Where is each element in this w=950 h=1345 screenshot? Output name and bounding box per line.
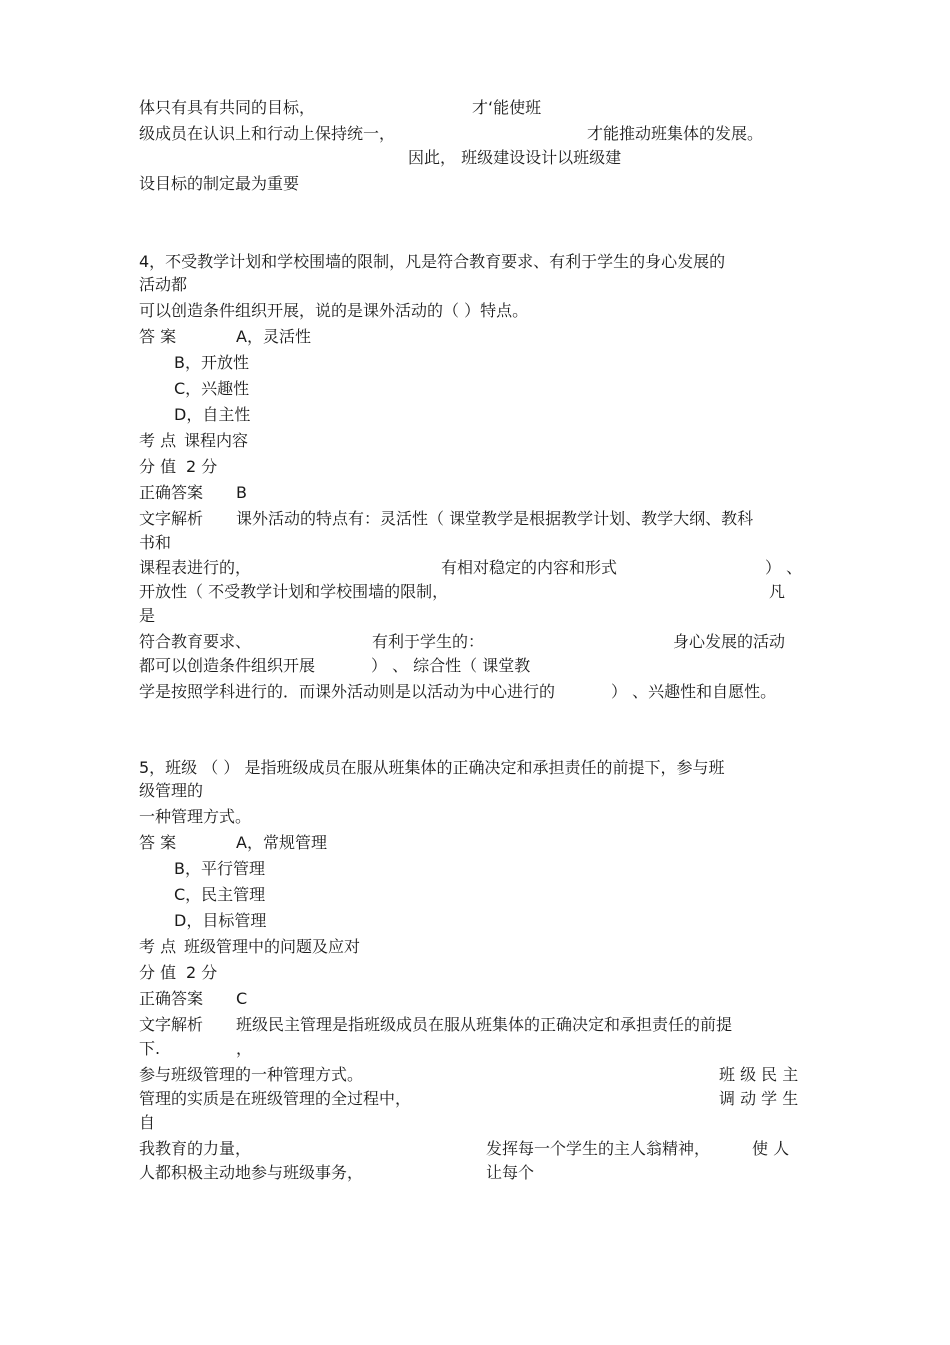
q5-explain-line-4b: 调 动 学 生	[719, 1089, 799, 1108]
q5-topic-label: 考 点	[139, 937, 177, 956]
q4-explain-line-6b: 有利于学生的：	[372, 632, 485, 651]
q5-stem-line-2: 级管理的	[139, 781, 204, 800]
q5-option-d: D，目标管理	[174, 911, 267, 930]
q5-explain-label: 文字解析	[139, 1015, 204, 1034]
q5-explain-line-2a: 下.	[139, 1039, 161, 1058]
q4-explain-label: 文字解析	[139, 509, 204, 528]
q4-stem-line-2: 活动都	[139, 275, 188, 294]
q5-explain-line-7b: 让每个	[486, 1163, 535, 1182]
q5-option-a: A，常规管理	[236, 833, 327, 852]
q5-stem-line-3: 一种管理方式。	[139, 807, 252, 826]
q5-explain-line-5: 自	[139, 1113, 156, 1132]
q5-score-label: 分 值	[139, 963, 177, 982]
intro-line-2a: 级成员在认识上和行动上保持统一，	[139, 124, 396, 143]
q4-explain-line-8b: ） 、兴趣性和自愿性。	[611, 682, 777, 701]
q5-stem-line-1: 5，班级 （ ） 是指班级成员在服从班集体的正确决定和承担责任的前提下，参与班	[139, 758, 725, 777]
q4-explain-line-2: 书和	[139, 533, 172, 552]
intro-line-2b: 才能推动班集体的发展。	[587, 124, 764, 143]
q4-explain-line-4a: 开放性（ 不受教学计划和学校围墙的限制，	[139, 582, 449, 601]
q4-option-d: D，自主性	[174, 405, 251, 424]
q5-score: 2 分	[186, 963, 218, 982]
q4-explain-line-3a: 课程表进行的，	[139, 558, 252, 577]
intro-line-3: 因此， 班级建设设计以班级建	[408, 148, 622, 167]
q4-stem-line-1: 4，不受教学计划和学校围墙的限制，凡是符合教育要求、有利于学生的身心发展的	[139, 252, 726, 271]
q4-explain-line-3b: 有相对稳定的内容和形式	[441, 558, 618, 577]
q4-explain-line-7a: 都可以创造条件组织开展	[139, 656, 316, 675]
q5-correct-label: 正确答案	[139, 989, 204, 1008]
q4-explain-line-7b: ） 、 综合性（ 课堂教	[371, 656, 531, 675]
q4-option-c: C，兴趣性	[174, 379, 250, 398]
q5-explain-line-3a: 参与班级管理的一种管理方式。	[139, 1065, 364, 1084]
q5-answer-label: 答 案	[139, 833, 177, 852]
q4-correct-label: 正确答案	[139, 483, 204, 502]
q5-explain-line-2b: ，	[236, 1039, 253, 1058]
intro-line-1b: 才‘能使班	[472, 98, 542, 117]
q5-option-b: B，平行管理	[174, 859, 265, 878]
q5-explain-line-6c: 使 人	[752, 1139, 790, 1158]
q5-option-c: C，民主管理	[174, 885, 266, 904]
q4-option-b: B，开放性	[174, 353, 249, 372]
q4-explain-line-5: 是	[139, 606, 156, 625]
q4-option-a: A，灵活性	[236, 327, 311, 346]
q4-explain-line-3c: ） 、	[765, 558, 803, 577]
q5-explain-line-6a: 我教育的力量，	[139, 1139, 252, 1158]
q4-explain-line-6a: 符合教育要求、	[139, 632, 252, 651]
q4-topic-label: 考 点	[139, 431, 177, 450]
q4-explain-line-4b: 凡	[769, 582, 786, 601]
q5-explain-line-3b: 班 级 民 主	[719, 1065, 799, 1084]
intro-line-4: 设目标的制定最为重要	[139, 174, 300, 193]
intro-line-1a: 体只有具有共同的目标，	[139, 98, 316, 117]
q4-correct-answer: B	[236, 483, 247, 502]
q5-explain-line-6b: 发挥每一个学生的主人翁精神，	[486, 1139, 711, 1158]
q4-explain-line-1: 课外活动的特点有：灵活性（ 课堂教学是根据教学计划、教学大纲、教科	[236, 509, 754, 528]
q4-score: 2 分	[186, 457, 218, 476]
q5-explain-line-1: 班级民主管理是指班级成员在服从班集体的正确决定和承担责任的前提	[236, 1015, 733, 1034]
q4-explain-line-6c: 身心发展的活动	[673, 632, 786, 651]
q4-answer-label: 答 案	[139, 327, 177, 346]
q4-topic: 课程内容	[184, 431, 249, 450]
q4-explain-line-8a: 学是按照学科进行的．而课外活动则是以活动为中心进行的	[139, 682, 556, 701]
q5-explain-line-4a: 管理的实质是在班级管理的全过程中，	[139, 1089, 412, 1108]
q5-explain-line-7a: 人都积极主动地参与班级事务，	[139, 1163, 364, 1182]
q4-stem-line-3: 可以创造条件组织开展，说的是课外活动的（ ）特点。	[139, 301, 529, 320]
q5-correct-answer: C	[236, 989, 248, 1008]
q4-score-label: 分 值	[139, 457, 177, 476]
q5-topic: 班级管理中的问题及应对	[184, 937, 361, 956]
